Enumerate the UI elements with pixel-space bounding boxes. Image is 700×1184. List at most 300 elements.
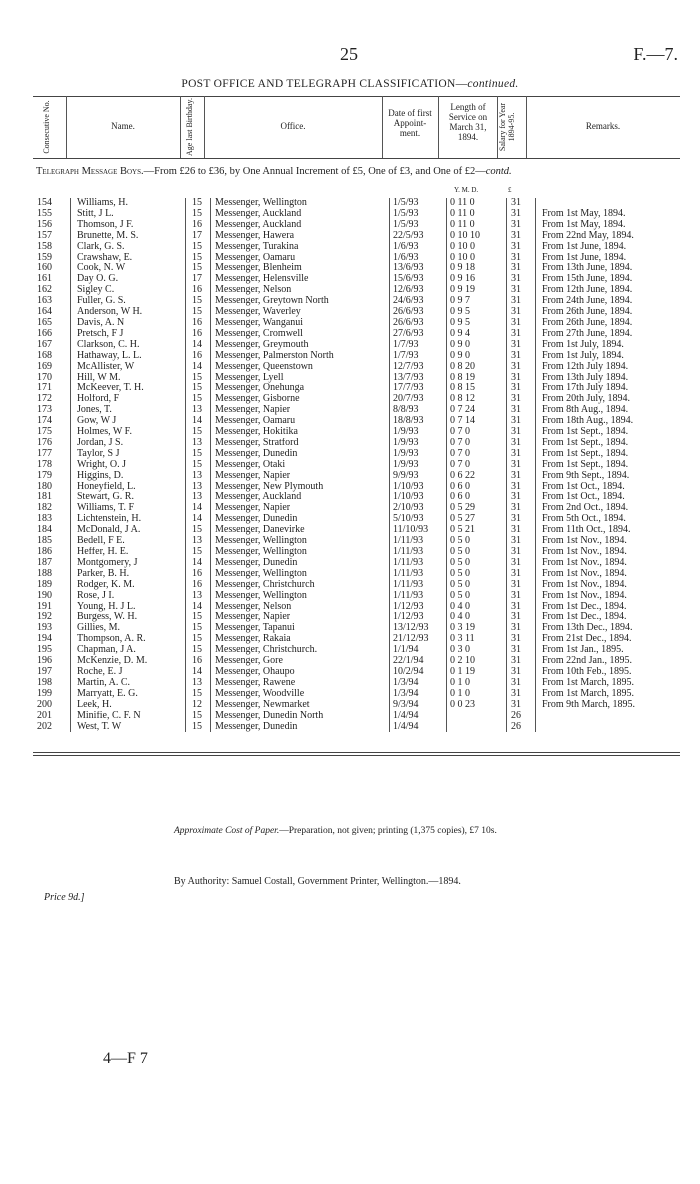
row-service: 0 7 0 [447,449,507,460]
row-number: 178 [37,459,52,470]
row-name: Gow, W J [71,416,186,427]
col-salary-header: Salary for Year 1894-95. [498,102,516,152]
row-office: Messenger, Dunedin [211,514,390,525]
row-name: Bedell, F E. [71,536,186,547]
row-date: 1/11/93 [390,547,447,558]
row-age: 14 [186,667,211,678]
row-date: 18/8/93 [390,416,447,427]
row-name: Day O. G. [71,274,186,285]
row-salary: 31 [507,405,536,416]
row-name: Heffer, H. E. [71,547,186,558]
salary-units: £ [508,186,512,194]
row-date: 1/11/93 [390,569,447,580]
table-row [33,482,672,493]
row-service: 0 9 0 [447,340,507,351]
col-office-header: Office. [280,121,306,131]
table-row [33,667,672,678]
row-number: 182 [37,503,52,514]
table-row [33,263,672,274]
row-date: 1/11/93 [390,536,447,547]
header-divider [180,96,181,158]
row-date: 12/6/93 [390,285,447,296]
row-office: Messenger, Wellington [211,198,390,209]
table-row [33,514,672,525]
row-age: 15 [186,722,211,733]
table-row [33,307,672,318]
row-name: Pretsch, F J [71,329,186,340]
row-number: 185 [37,536,52,547]
row-service: 0 5 21 [447,525,507,536]
row-number: 163 [37,296,52,307]
row-name: Sigley C. [71,285,186,296]
row-date: 1/3/94 [390,678,447,689]
row-name: Clark, G. S. [71,242,186,253]
row-salary: 31 [507,231,536,242]
row-service: 0 5 0 [447,536,507,547]
row-age: 13 [186,678,211,689]
row-date: 11/10/93 [390,525,447,536]
row-salary: 31 [507,449,536,460]
row-date: 17/7/93 [390,383,447,394]
row-remarks: From 1st March, 1895. [536,689,673,700]
row-service: 0 9 0 [447,351,507,362]
row-service: 0 5 27 [447,514,507,525]
row-name: Chapman, J A. [71,645,186,656]
cost-note [174,826,497,836]
row-salary: 31 [507,383,536,394]
row-age: 13 [186,438,211,449]
row-number: 194 [37,634,52,645]
row-service: 0 7 24 [447,405,507,416]
row-age: 16 [186,656,211,667]
row-age: 16 [186,569,211,580]
row-office: Messenger, Dunedin [211,558,390,569]
row-number: 175 [37,427,52,438]
row-service: 0 1 0 [447,678,507,689]
row-age: 15 [186,634,211,645]
row-salary: 31 [507,580,536,591]
row-number: 162 [37,285,52,296]
row-age: 16 [186,351,211,362]
row-date: 12/7/93 [390,362,447,373]
table-row [33,427,672,438]
row-number: 174 [37,416,52,427]
row-office: Messenger, Wellington [211,569,390,580]
row-number: 167 [37,339,52,350]
row-office: Messenger, Napier [211,503,390,514]
row-service: 0 3 11 [447,634,507,645]
row-remarks: From 1st June, 1894. [536,242,673,253]
row-remarks [536,722,673,733]
row-office: Messenger, Waverley [211,307,390,318]
section-text: —From £26 to £36, by One Annual Increment of £5, One of £3, and One of £2— [143,166,486,177]
row-service: 0 9 18 [447,263,507,274]
row-salary: 31 [507,351,536,362]
row-age: 15 [186,711,211,722]
row-name: Taylor, S J [71,449,186,460]
table-row [33,198,672,209]
row-date: 5/10/93 [390,514,447,525]
row-salary: 31 [507,460,536,471]
row-service: 0 4 0 [447,602,507,613]
table-row [33,569,672,580]
row-salary: 31 [507,514,536,525]
row-age: 15 [186,427,211,438]
row-salary: 31 [507,373,536,384]
row-number: 192 [37,612,52,623]
row-number: 176 [37,437,52,448]
row-salary: 31 [507,329,536,340]
table-row [33,318,672,329]
row-name: Crawshaw, E. [71,253,186,264]
table-row [33,612,672,623]
row-age: 14 [186,602,211,613]
row-number: 193 [37,623,52,634]
col-consecutive-header: Consecutive No. [42,100,51,154]
row-number: 154 [37,198,52,208]
row-salary: 31 [507,220,536,231]
row-service: 0 8 12 [447,394,507,405]
row-office: Messenger, Cromwell [211,329,390,340]
table-row [33,274,672,285]
row-date: 1/5/93 [390,220,447,231]
row-date: 13/7/93 [390,373,447,384]
row-date: 1/9/93 [390,427,447,438]
row-service: 0 7 0 [447,460,507,471]
row-date: 1/5/93 [390,209,447,220]
row-salary: 31 [507,362,536,373]
row-salary: 31 [507,700,536,711]
row-service: 0 2 10 [447,656,507,667]
row-age: 14 [186,558,211,569]
row-service: 0 1 19 [447,667,507,678]
row-date: 26/6/93 [390,307,447,318]
row-service: 0 5 0 [447,580,507,591]
table-row [33,711,672,722]
row-salary: 31 [507,634,536,645]
row-age: 15 [186,209,211,220]
row-salary: 31 [507,482,536,493]
row-name: Martin, A. C. [71,678,186,689]
row-date: 20/7/93 [390,394,447,405]
row-number: 187 [37,557,52,568]
row-date: 1/11/93 [390,558,447,569]
row-name: Roche, E. J [71,667,186,678]
row-salary: 31 [507,591,536,602]
row-age: 17 [186,231,211,242]
row-age: 16 [186,285,211,296]
row-remarks: From 11th Oct., 1894. [536,525,673,536]
row-service: 0 8 20 [447,362,507,373]
row-age: 16 [186,318,211,329]
row-number: 156 [37,219,52,230]
row-name: Thomson, J F. [71,220,186,231]
row-name: West, T. W [71,722,186,733]
row-number: 191 [37,601,52,612]
row-remarks: From 27th June, 1894. [536,329,673,340]
row-name: Cook, N. W [71,263,186,274]
row-office: Messenger, Greymouth [211,340,390,351]
header-bottom-rule [33,158,680,159]
table-row [33,253,672,264]
row-age: 12 [186,700,211,711]
row-age: 15 [186,623,211,634]
row-date: 1/12/93 [390,612,447,623]
row-remarks: From 1st Nov., 1894. [536,536,673,547]
row-date: 13/12/93 [390,623,447,634]
row-office: Messenger, Auckland [211,492,390,503]
row-age: 15 [186,307,211,318]
row-salary: 31 [507,296,536,307]
cost-label: Approximate Cost of Paper. [174,826,280,836]
row-salary: 31 [507,503,536,514]
row-name: Rose, J I. [71,591,186,602]
row-office: Messenger, Napier [211,405,390,416]
row-name: Lichtenstein, H. [71,514,186,525]
page-number: 25 [340,44,358,64]
row-number: 166 [37,328,52,339]
table-row [33,209,672,220]
table-row [33,231,672,242]
row-office: Messenger, Rakaia [211,634,390,645]
row-number: 181 [37,492,52,503]
row-name: Hathaway, L. L. [71,351,186,362]
table-row [33,383,672,394]
row-name: Anderson, W H. [71,307,186,318]
row-salary: 31 [507,645,536,656]
row-name: Gillies, M. [71,623,186,634]
row-number: 197 [37,666,52,677]
row-number: 195 [37,645,52,656]
row-salary: 31 [507,340,536,351]
section-heading [36,166,512,177]
row-office: Messenger, Napier [211,471,390,482]
row-remarks [536,198,673,209]
row-office: Messenger, Wellington [211,591,390,602]
row-salary: 31 [507,471,536,482]
row-service: 0 7 0 [447,438,507,449]
row-salary: 31 [507,307,536,318]
row-office: Messenger, Woodville [211,689,390,700]
row-service: 0 5 0 [447,591,507,602]
row-remarks: From 1st May, 1894. [536,220,673,231]
row-date: 21/12/93 [390,634,447,645]
row-number: 196 [37,656,52,667]
row-remarks: From 13th July 1894. [536,373,673,384]
row-age: 15 [186,394,211,405]
row-office: Messenger, New Plymouth [211,482,390,493]
row-office: Messenger, Oamaru [211,416,390,427]
table-row [33,700,672,711]
price-note: Price 9d.] [44,892,85,903]
row-salary: 31 [507,602,536,613]
row-age: 15 [186,253,211,264]
row-date: 1/7/93 [390,351,447,362]
row-salary: 26 [507,711,536,722]
row-remarks: From 1st July, 1894. [536,351,673,362]
row-service: 0 11 0 [447,220,507,231]
row-remarks: From 9th March, 1895. [536,700,673,711]
row-salary: 31 [507,623,536,634]
row-name: McKeever, T. H. [71,383,186,394]
row-name: Young, H. J L. [71,602,186,613]
row-service: 0 7 14 [447,416,507,427]
row-salary: 31 [507,285,536,296]
row-number: 179 [37,470,52,481]
row-office: Messenger, Lyell [211,373,390,384]
row-office: Messenger, Palmerston North [211,351,390,362]
table-row [33,656,672,667]
row-service: 0 9 4 [447,329,507,340]
service-units: Y. M. D. [454,186,479,194]
row-name: Davis, A. N [71,318,186,329]
row-service: 0 8 15 [447,383,507,394]
table-row [33,602,672,613]
row-service: 0 10 0 [447,253,507,264]
row-age: 16 [186,580,211,591]
table-row [33,722,672,733]
row-office: Messenger, Auckland [211,220,390,231]
row-date: 9/9/93 [390,471,447,482]
row-number: 157 [37,230,52,241]
row-service: 0 9 19 [447,285,507,296]
row-service [447,722,507,733]
row-office: Messenger, Wanganui [211,318,390,329]
row-remarks: From 17th July 1894. [536,383,673,394]
row-salary: 31 [507,416,536,427]
row-remarks: From 1st Jan., 1895. [536,645,673,656]
row-service: 0 9 5 [447,318,507,329]
section-label: Telegraph Message Boys. [36,166,144,177]
row-office: Messenger, Tapanui [211,623,390,634]
row-date: 1/10/93 [390,492,447,503]
table-row [33,492,672,503]
row-remarks: From 1st Nov., 1894. [536,547,673,558]
row-age: 13 [186,471,211,482]
row-number: 172 [37,394,52,405]
table-row [33,362,672,373]
row-remarks: From 1st Dec., 1894. [536,602,673,613]
row-service: 0 9 5 [447,307,507,318]
table-row [33,460,672,471]
row-date: 9/3/94 [390,700,447,711]
row-age: 15 [186,525,211,536]
table-bottom-rule [33,752,680,753]
row-number: 171 [37,383,52,394]
table-row [33,242,672,253]
row-remarks: From 12th July 1894. [536,362,673,373]
row-number: 180 [37,481,52,492]
page-title [0,78,700,90]
table-row [33,591,672,602]
row-office: Messenger, Christchurch. [211,645,390,656]
row-name: McKenzie, D. M. [71,656,186,667]
row-remarks: From 8th Aug., 1894. [536,405,673,416]
table-row [33,536,672,547]
row-remarks: From 22nd Jan., 1895. [536,656,673,667]
row-name: Stitt, J L. [71,209,186,220]
row-office: Messenger, Auckland [211,209,390,220]
staff-table [33,198,672,732]
row-date: 1/9/93 [390,449,447,460]
row-name: Williams, T. F [71,503,186,514]
row-number: 188 [37,568,52,579]
row-salary: 31 [507,198,536,209]
row-name: Holford, F [71,394,186,405]
row-date: 1/12/93 [390,602,447,613]
row-remarks: From 1st June, 1894. [536,253,673,264]
row-remarks: From 1st Nov., 1894. [536,569,673,580]
staff-table-body [33,198,672,732]
table-row [33,394,672,405]
row-date: 1/10/93 [390,482,447,493]
row-salary: 31 [507,263,536,274]
row-date: 1/5/93 [390,198,447,209]
row-service: 0 5 29 [447,503,507,514]
row-remarks: From 13th June, 1894. [536,263,673,274]
table-row [33,623,672,634]
row-number: 169 [37,361,52,372]
row-date: 1/7/93 [390,340,447,351]
row-remarks: From 15th June, 1894. [536,274,673,285]
row-remarks: From 1st Sept., 1894. [536,449,673,460]
row-number: 168 [37,350,52,361]
row-name: Jones, T. [71,405,186,416]
row-date: 1/6/93 [390,253,447,264]
table-row [33,351,672,362]
row-age: 16 [186,329,211,340]
row-age: 15 [186,547,211,558]
row-number: 184 [37,525,52,536]
row-salary: 31 [507,427,536,438]
row-salary: 31 [507,438,536,449]
title-main: POST OFFICE AND TELEGRAPH CLASSIFICATION— [181,78,468,90]
title-continued: continued. [467,78,519,90]
table-row [33,558,672,569]
row-date: 13/6/93 [390,263,447,274]
row-salary: 31 [507,318,536,329]
row-salary: 31 [507,558,536,569]
row-office: Messenger, Hawera [211,231,390,242]
header-divider [382,96,383,158]
row-number: 177 [37,448,52,459]
row-age: 15 [186,449,211,460]
row-number: 159 [37,252,52,263]
row-service: 0 11 0 [447,209,507,220]
row-service: 0 7 0 [447,427,507,438]
row-date: 1/9/93 [390,438,447,449]
row-service: 0 9 16 [447,274,507,285]
authority-line: By Authority: Samuel Costall, Government Printer, Wellington.—1894. [174,876,461,887]
row-remarks: From 1st July, 1894. [536,340,673,351]
row-salary: 31 [507,274,536,285]
row-date: 8/8/93 [390,405,447,416]
row-age: 15 [186,612,211,623]
row-age: 14 [186,340,211,351]
row-remarks: From 20th July, 1894. [536,394,673,405]
table-row [33,220,672,231]
table-row [33,373,672,384]
row-date: 1/11/93 [390,580,447,591]
signature-mark: 4—F 7 [103,1050,148,1067]
row-age: 15 [186,296,211,307]
row-service: 0 4 0 [447,612,507,623]
row-name: Rodger, K. M. [71,580,186,591]
row-office: Messenger, Onehunga [211,383,390,394]
row-service: 0 1 0 [447,689,507,700]
row-date: 1/1/94 [390,645,447,656]
row-service [447,711,507,722]
